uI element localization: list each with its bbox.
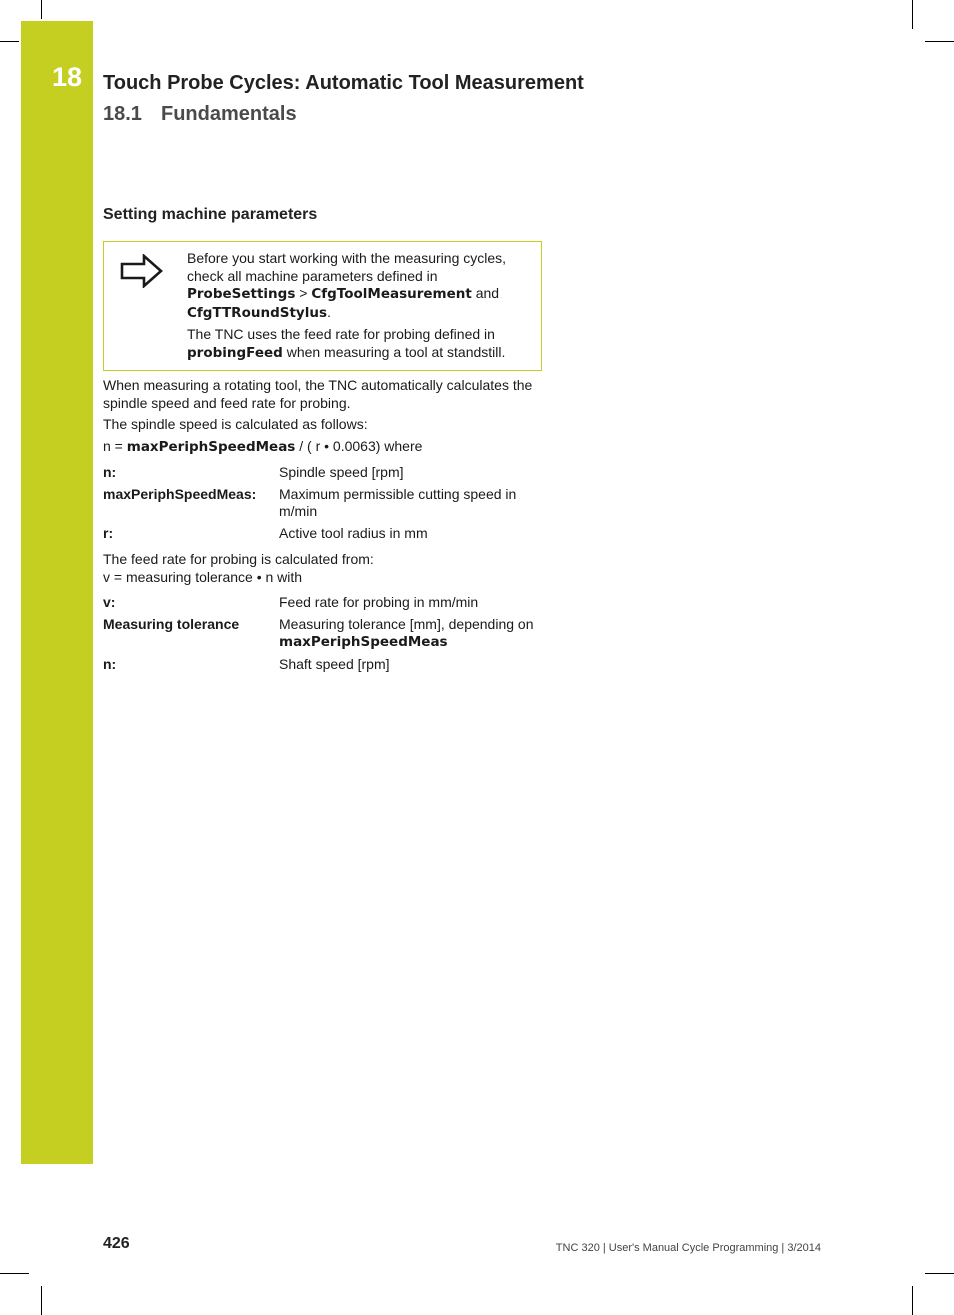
crop-mark-top-left-h (0, 41, 19, 42)
crop-mark-bottom-left-h (0, 1273, 29, 1274)
formula-spindle-speed (103, 438, 543, 457)
param-maxperiphspeedmeas: maxPeriphSpeedMeas (279, 634, 448, 650)
crop-mark-top-right-v (912, 0, 913, 29)
definition-desc: Active tool radius in mm (279, 524, 428, 541)
crop-mark-top-right-h (925, 41, 954, 42)
paragraph-feed-rate (103, 551, 543, 586)
definition-list-spindle (103, 464, 543, 542)
param-probingfeed: probingFeed (187, 344, 283, 361)
definition-term: n: (103, 464, 117, 480)
definition-row (103, 486, 543, 521)
section-name: Fundamentals (161, 103, 297, 125)
definition-term: Measuring tolerance (103, 615, 240, 632)
definition-row (103, 594, 543, 612)
note-text-segment: > (295, 285, 312, 301)
param-maxperiphspeedmeas: maxPeriphSpeedMeas (126, 439, 296, 455)
definition-desc-text: Measuring tolerance [mm], depending on (279, 615, 534, 632)
formula-text: / ( r • 0.0063) where (295, 438, 423, 454)
chapter-number: 18 (52, 62, 83, 92)
sub-heading: Setting machine parameters (103, 206, 318, 223)
section-title (103, 103, 297, 126)
crop-mark-bottom-right-h (925, 1273, 954, 1274)
crop-mark-bottom-left-v (41, 1286, 42, 1315)
param-cfgttroundstylus: CfgTTRoundStylus (187, 304, 327, 321)
definition-desc: Maximum permissible cutting speed in m/min (279, 485, 517, 519)
section-number: 18.1 (103, 103, 142, 125)
note-paragraph-1 (187, 250, 527, 322)
definition-desc: Feed rate for probing in mm/min (279, 594, 479, 610)
definition-desc: Spindle speed [rpm] (279, 464, 404, 480)
definition-term: r: (103, 524, 114, 541)
definition-term: v: (103, 594, 116, 610)
footer-text: TNC 320 | User's Manual Cycle Programming | 3/2014 (555, 1242, 821, 1254)
arrow-right-icon (120, 254, 164, 288)
note-text-segment: Before you start working with the measuring cycles, check all machine parameters defined in (187, 250, 507, 284)
param-probesettings: ProbeSettings (187, 286, 296, 302)
definition-list-feed (103, 594, 543, 673)
note-paragraph-2 (187, 326, 527, 362)
note-text (187, 250, 527, 362)
chapter-side-bar (21, 21, 93, 1164)
chapter-title: Touch Probe Cycles: Automatic Tool Measurement (103, 72, 584, 94)
paragraph-spindle-speed: The spindle speed is calculated as follows: (103, 416, 368, 432)
formula-text: n = (103, 438, 127, 454)
crop-mark-bottom-right-v (912, 1286, 913, 1315)
definition-term: n: (103, 655, 117, 672)
definition-desc (279, 616, 543, 652)
crop-mark-top-left-v (41, 0, 42, 19)
note-text-segment: The TNC uses the feed rate for probing defined in (187, 326, 495, 342)
page-number: 426 (103, 1235, 130, 1252)
formula-feed-rate: v = measuring tolerance • n with (103, 568, 303, 585)
definition-row (103, 464, 543, 482)
note-box (103, 241, 542, 371)
param-cfgtoolmeasurement: CfgToolMeasurement (311, 286, 472, 302)
feed-rate-intro: The feed rate for probing is calculated from: (103, 551, 374, 567)
definition-row (103, 656, 543, 674)
note-text-segment: when measuring a tool at standstill. (282, 343, 506, 360)
definition-row (103, 616, 543, 652)
paragraph-rotating-tool: When measuring a rotating tool, the TNC automatically calculates the spindle speed and feed rate for probing. (103, 377, 533, 411)
definition-term: maxPeriphSpeedMeas: (103, 485, 257, 502)
note-text-segment: . (326, 303, 331, 320)
definition-row (103, 525, 543, 543)
definition-desc: Shaft speed [rpm] (279, 655, 390, 672)
note-text-segment: and (471, 285, 500, 301)
